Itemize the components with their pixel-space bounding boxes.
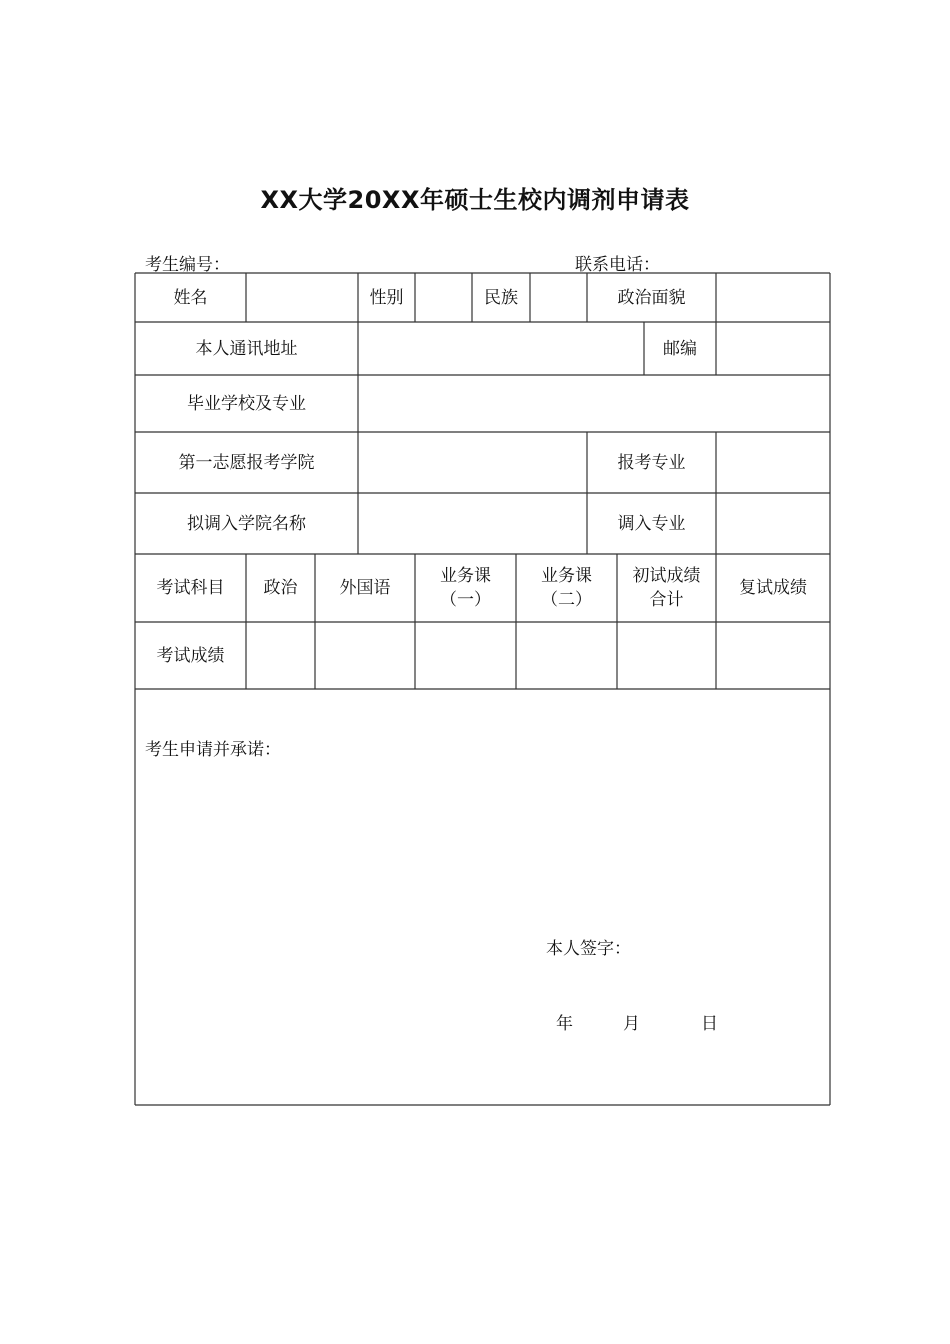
course-two-score-field[interactable]	[516, 622, 617, 689]
applied-major-field[interactable]	[716, 432, 830, 493]
exam-subject-header: 考试科目	[156, 578, 225, 598]
course-one-header-line2: （一）	[440, 590, 491, 610]
foreign-language-score-field[interactable]	[315, 622, 415, 689]
statement-field[interactable]	[145, 770, 815, 920]
first-choice-college-label: 第一志愿报考学院	[178, 452, 315, 473]
course-two-header-line2: （二）	[541, 590, 592, 610]
target-college-field[interactable]	[358, 493, 587, 554]
school-major-label: 毕业学校及专业	[187, 393, 306, 414]
course-one-header	[415, 554, 516, 622]
initial-total-score-field[interactable]	[617, 622, 716, 689]
applied-major-label: 报考专业	[617, 452, 686, 473]
political-status-field[interactable]	[716, 273, 830, 322]
course-one-header-line1: 业务课	[440, 566, 491, 586]
politics-score-field[interactable]	[246, 622, 315, 689]
school-major-field[interactable]	[358, 375, 830, 432]
name-label: 姓名	[173, 287, 208, 308]
retest-score-header: 复试成绩	[739, 578, 807, 598]
foreign-language-header: 外国语	[339, 578, 391, 598]
statement-label: 考生申请并承诺：	[145, 740, 281, 760]
political-status-label: 政治面貌	[617, 287, 686, 308]
name-field[interactable]	[246, 273, 358, 322]
page-title: XX大学20XX年硕士生校内调剂申请表	[260, 186, 690, 214]
address-label: 本人通讯地址	[195, 338, 298, 359]
initial-total-header-line2: 合计	[649, 590, 684, 610]
exam-scores-label: 考试成绩	[156, 645, 225, 666]
candidate-number-label: 考生编号：	[145, 255, 230, 275]
gender-field[interactable]	[415, 273, 472, 322]
address-field[interactable]	[358, 322, 644, 375]
course-two-header	[516, 554, 617, 622]
day-label: 日	[701, 1014, 718, 1034]
target-major-field[interactable]	[716, 493, 830, 554]
retest-score-field[interactable]	[716, 622, 830, 689]
postcode-label: 邮编	[663, 338, 697, 359]
politics-header: 政治	[263, 578, 298, 598]
ethnicity-field[interactable]	[530, 273, 587, 322]
signature-label: 本人签字：	[546, 939, 631, 959]
month-label: 月	[623, 1014, 640, 1034]
first-choice-college-field[interactable]	[358, 432, 587, 493]
target-college-label: 拟调入学院名称	[187, 513, 306, 534]
course-two-header-line1: 业务课	[541, 566, 592, 586]
initial-total-header-line1: 初试成绩	[632, 566, 701, 586]
ethnicity-label: 民族	[484, 287, 518, 308]
year-label: 年	[556, 1014, 573, 1034]
signature-field[interactable]	[640, 928, 810, 958]
postcode-field[interactable]	[716, 322, 830, 375]
initial-total-header	[617, 554, 716, 622]
course-one-score-field[interactable]	[415, 622, 516, 689]
target-major-label: 调入专业	[617, 513, 686, 534]
gender-label: 性别	[369, 287, 404, 308]
phone-label: 联系电话：	[575, 255, 660, 275]
